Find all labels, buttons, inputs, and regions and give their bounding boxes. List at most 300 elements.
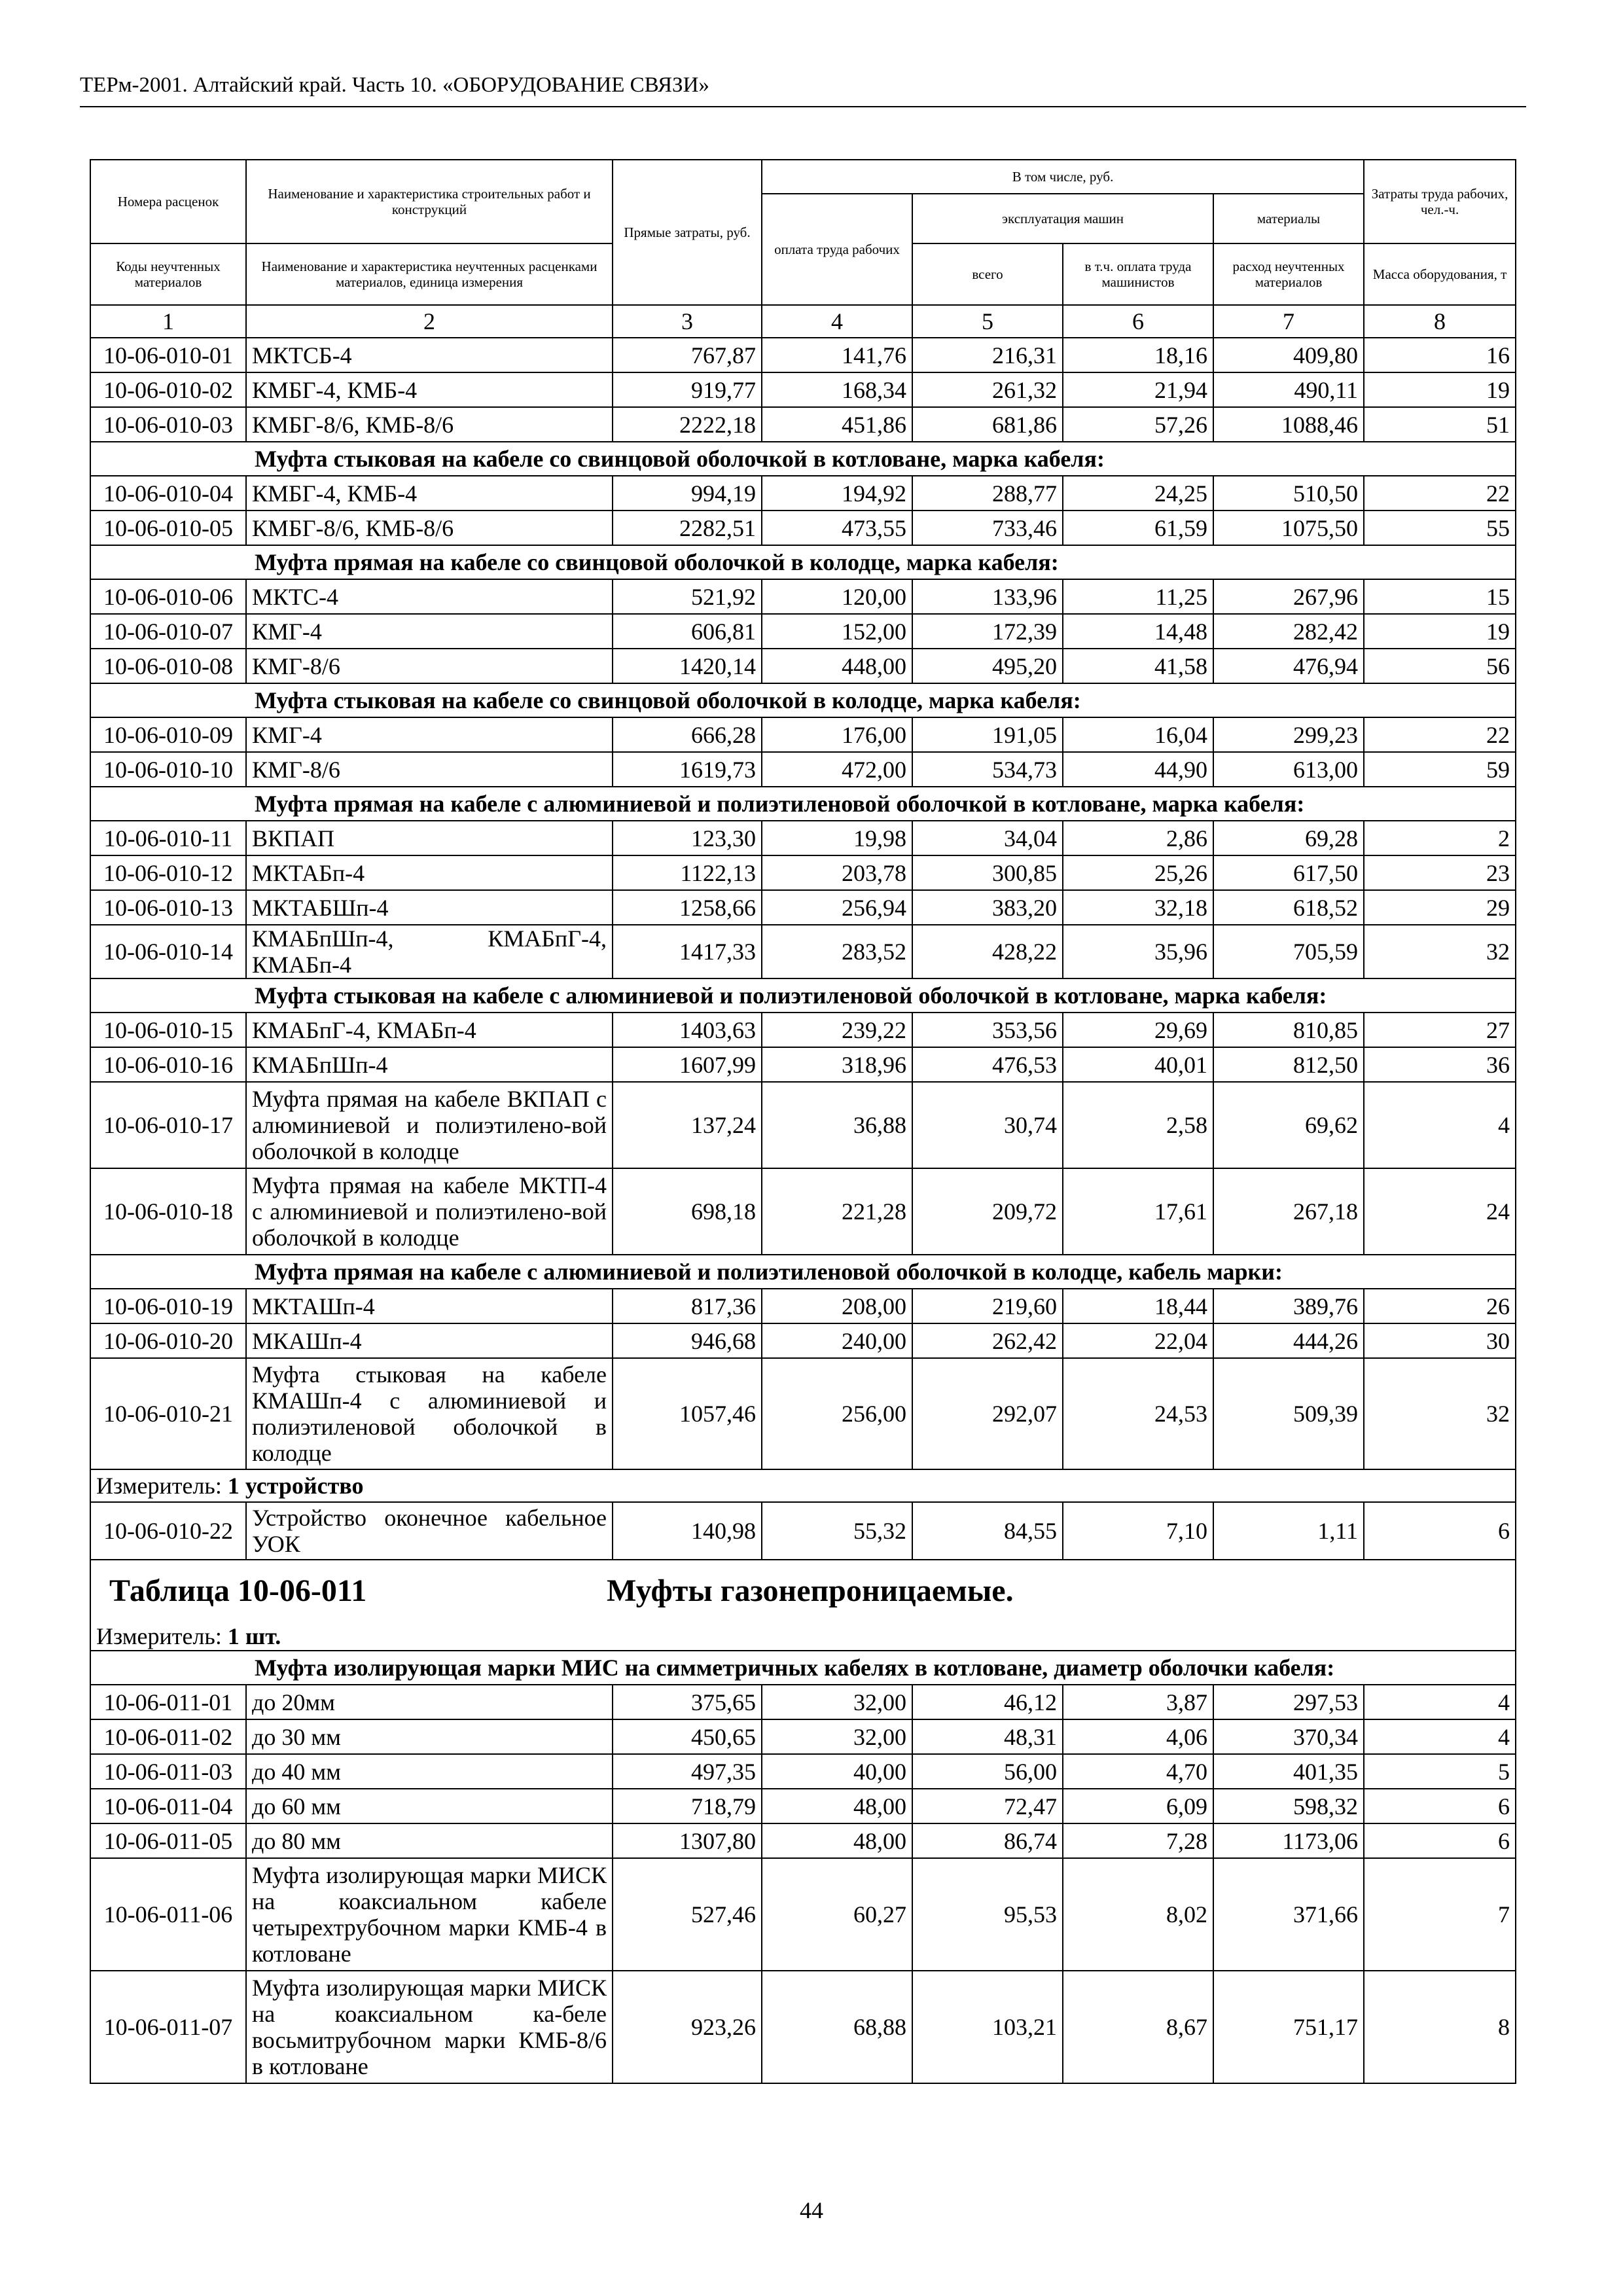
materials-cost: 282,42	[1213, 614, 1364, 649]
labor-pay: 68,88	[762, 1971, 912, 2083]
rate-name: МКТС-4	[246, 579, 613, 614]
labor-pay: 240,00	[762, 1323, 912, 1358]
head-col1-top: Номера расценок	[90, 160, 246, 243]
head-col2-bottom: Наименование и характеристика неучтенных расценками материалов, единица измерения	[246, 243, 613, 305]
rate-code: 10-06-010-18	[90, 1168, 246, 1255]
machinist-pay: 4,06	[1063, 1719, 1213, 1754]
labor-pay: 203,78	[762, 855, 912, 890]
machines-total: 300,85	[912, 855, 1063, 890]
direct-cost: 767,87	[613, 338, 762, 372]
materials-cost: 618,52	[1213, 890, 1364, 925]
labor-pay: 32,00	[762, 1685, 912, 1719]
machinist-pay: 2,58	[1063, 1082, 1213, 1168]
direct-cost: 375,65	[613, 1685, 762, 1719]
section-title: Муфта прямая на кабеле со свинцовой оболочкой в колодце, марка кабеля:	[90, 545, 1516, 579]
machines-total: 288,77	[912, 476, 1063, 511]
machines-total: 262,42	[912, 1323, 1063, 1358]
col-number: 5	[912, 305, 1063, 338]
labor-pay: 472,00	[762, 752, 912, 787]
labor-pay: 176,00	[762, 717, 912, 752]
direct-cost: 1607,99	[613, 1047, 762, 1082]
labor-hours: 56	[1364, 649, 1516, 683]
labor-hours: 2	[1364, 821, 1516, 855]
labor-hours: 30	[1364, 1323, 1516, 1358]
table-title-row	[90, 1560, 1516, 1622]
direct-cost: 521,92	[613, 579, 762, 614]
machines-total: 383,20	[912, 890, 1063, 925]
section-title: Муфта стыковая на кабеле со свинцовой оболочкой в колодце, марка кабеля:	[90, 683, 1516, 717]
section-row	[90, 978, 1516, 1013]
rate-name: КМБГ-4, КМБ-4	[246, 372, 613, 407]
materials-cost: 409,80	[1213, 338, 1364, 372]
rate-code: 10-06-010-15	[90, 1013, 246, 1047]
materials-cost: 69,28	[1213, 821, 1364, 855]
materials-cost: 705,59	[1213, 925, 1364, 978]
table-row	[90, 1047, 1516, 1082]
table-row	[90, 1858, 1516, 1971]
table-row	[90, 821, 1516, 855]
rate-name: Муфта прямая на кабеле ВКПАП с алюминиевой и полиэтилено-вой оболочкой в колодце	[246, 1082, 613, 1168]
machines-total: 476,53	[912, 1047, 1063, 1082]
machinist-pay: 44,90	[1063, 752, 1213, 787]
machines-total: 733,46	[912, 511, 1063, 545]
machinist-pay: 24,53	[1063, 1358, 1213, 1469]
machinist-pay: 4,70	[1063, 1754, 1213, 1789]
labor-pay: 36,88	[762, 1082, 912, 1168]
materials-cost: 810,85	[1213, 1013, 1364, 1047]
materials-cost: 267,18	[1213, 1168, 1364, 1255]
direct-cost: 946,68	[613, 1323, 762, 1358]
machines-total: 133,96	[912, 579, 1063, 614]
col-number: 7	[1213, 305, 1364, 338]
head-col5: всего	[912, 243, 1063, 305]
rate-code: 10-06-010-11	[90, 821, 246, 855]
table-row	[90, 1168, 1516, 1255]
machinist-pay: 61,59	[1063, 511, 1213, 545]
materials-cost: 297,53	[1213, 1685, 1364, 1719]
machines-total: 30,74	[912, 1082, 1063, 1168]
direct-cost: 123,30	[613, 821, 762, 855]
table-row	[90, 372, 1516, 407]
labor-pay: 141,76	[762, 338, 912, 372]
section-row	[90, 1651, 1516, 1685]
table-row	[90, 1789, 1516, 1823]
labor-hours: 29	[1364, 890, 1516, 925]
rate-code: 10-06-010-10	[90, 752, 246, 787]
section-title: Муфта стыковая на кабеле со свинцовой оболочкой в котловане, марка кабеля:	[90, 442, 1516, 476]
labor-hours: 7	[1364, 1858, 1516, 1971]
table-row	[90, 1719, 1516, 1754]
table-row	[90, 1323, 1516, 1358]
machines-total: 172,39	[912, 614, 1063, 649]
labor-pay: 318,96	[762, 1047, 912, 1082]
rate-name: до 30 мм	[246, 1719, 613, 1754]
direct-cost: 1057,46	[613, 1358, 762, 1469]
rate-name: КМБГ-4, КМБ-4	[246, 476, 613, 511]
head-materials: материалы	[1213, 194, 1364, 243]
labor-hours: 6	[1364, 1823, 1516, 1858]
rate-code: 10-06-010-08	[90, 649, 246, 683]
labor-pay: 221,28	[762, 1168, 912, 1255]
direct-cost: 1258,66	[613, 890, 762, 925]
table-row	[90, 752, 1516, 787]
labor-hours: 32	[1364, 925, 1516, 978]
machinist-pay: 22,04	[1063, 1323, 1213, 1358]
labor-hours: 5	[1364, 1754, 1516, 1789]
machinist-pay: 11,25	[1063, 579, 1213, 614]
col-number: 4	[762, 305, 912, 338]
table-row	[90, 890, 1516, 925]
materials-cost: 69,62	[1213, 1082, 1364, 1168]
head-col2-top: Наименование и характеристика строительных работ и конструкций	[246, 160, 613, 243]
machinist-pay: 17,61	[1063, 1168, 1213, 1255]
machines-total: 34,04	[912, 821, 1063, 855]
measure-value: 1 устройство	[227, 1473, 364, 1499]
rate-name: КМГ-4	[246, 614, 613, 649]
labor-hours: 4	[1364, 1082, 1516, 1168]
direct-cost: 527,46	[613, 1858, 762, 1971]
table-row	[90, 1082, 1516, 1168]
labor-hours: 4	[1364, 1719, 1516, 1754]
labor-hours: 55	[1364, 511, 1516, 545]
machines-total: 353,56	[912, 1013, 1063, 1047]
direct-cost: 2222,18	[613, 407, 762, 442]
machinist-pay: 7,28	[1063, 1823, 1213, 1858]
machinist-pay: 6,09	[1063, 1789, 1213, 1823]
head-col1-bottom: Коды неучтенных материалов	[90, 243, 246, 305]
rate-name: КМАБпШп-4, КМАБпГ-4, КМАБп-4	[246, 925, 613, 978]
table-caption: Муфты газонепроницаемые.	[607, 1573, 1014, 1608]
machines-total: 292,07	[912, 1358, 1063, 1469]
labor-hours: 24	[1364, 1168, 1516, 1255]
direct-cost: 2282,51	[613, 511, 762, 545]
head-labor: Затраты труда рабочих, чел.-ч.	[1364, 160, 1516, 243]
direct-cost: 1403,63	[613, 1013, 762, 1047]
materials-cost: 812,50	[1213, 1047, 1364, 1082]
materials-cost: 1075,50	[1213, 511, 1364, 545]
rate-name: Муфта изолирующая марки МИСК на коаксиальном ка-беле восьмитрубочном марки КМБ-8/6 в котловане	[246, 1971, 613, 2083]
section-row	[90, 442, 1516, 476]
machines-total: 428,22	[912, 925, 1063, 978]
machinist-pay: 18,44	[1063, 1289, 1213, 1323]
rate-code: 10-06-010-21	[90, 1358, 246, 1469]
machinist-pay: 24,25	[1063, 476, 1213, 511]
labor-hours: 27	[1364, 1013, 1516, 1047]
rate-name: до 40 мм	[246, 1754, 613, 1789]
labor-pay: 120,00	[762, 579, 912, 614]
rate-code: 10-06-011-07	[90, 1971, 246, 2083]
rate-name: Муфта изолирующая марки МИСК на коаксиальном кабеле четырехтрубочном марки КМБ-4 в котловане	[246, 1858, 613, 1971]
rate-name: Устройство оконечное кабельное УОК	[246, 1502, 613, 1560]
machines-total: 46,12	[912, 1685, 1063, 1719]
machines-total: 261,32	[912, 372, 1063, 407]
labor-pay: 168,34	[762, 372, 912, 407]
labor-hours: 16	[1364, 338, 1516, 372]
machinist-pay: 57,26	[1063, 407, 1213, 442]
rate-code: 10-06-011-05	[90, 1823, 246, 1858]
price-table	[90, 159, 1516, 2084]
machines-total: 534,73	[912, 752, 1063, 787]
rate-name: Муфта прямая на кабеле МКТП-4 с алюминиевой и полиэтилено-вой оболочкой в колодце	[246, 1168, 613, 1255]
rate-code: 10-06-010-05	[90, 511, 246, 545]
direct-cost: 1122,13	[613, 855, 762, 890]
materials-cost: 371,66	[1213, 1858, 1364, 1971]
labor-hours: 51	[1364, 407, 1516, 442]
direct-cost: 698,18	[613, 1168, 762, 1255]
table-row	[90, 1754, 1516, 1789]
head-machines: эксплуатация машин	[912, 194, 1213, 243]
machines-total: 191,05	[912, 717, 1063, 752]
table-row	[90, 1502, 1516, 1560]
machines-total: 495,20	[912, 649, 1063, 683]
labor-hours: 22	[1364, 717, 1516, 752]
table-row	[90, 1013, 1516, 1047]
labor-pay: 152,00	[762, 614, 912, 649]
table-row	[90, 925, 1516, 978]
labor-pay: 256,94	[762, 890, 912, 925]
rate-name: до 80 мм	[246, 1823, 613, 1858]
header-rule	[80, 106, 1526, 107]
section-row	[90, 1255, 1516, 1289]
machinist-pay: 18,16	[1063, 338, 1213, 372]
labor-hours: 15	[1364, 579, 1516, 614]
rate-name: МКТСБ-4	[246, 338, 613, 372]
labor-pay: 194,92	[762, 476, 912, 511]
materials-cost: 389,76	[1213, 1289, 1364, 1323]
labor-hours: 23	[1364, 855, 1516, 890]
direct-cost: 1420,14	[613, 649, 762, 683]
materials-cost: 490,11	[1213, 372, 1364, 407]
rate-name: до 60 мм	[246, 1789, 613, 1823]
rate-name: КМАБпШп-4	[246, 1047, 613, 1082]
table-title	[91, 1573, 1515, 1608]
labor-pay: 451,86	[762, 407, 912, 442]
section-row	[90, 683, 1516, 717]
table-row	[90, 1685, 1516, 1719]
measure-cell	[90, 1469, 1516, 1502]
labor-hours: 19	[1364, 614, 1516, 649]
table-row	[90, 649, 1516, 683]
materials-cost: 613,00	[1213, 752, 1364, 787]
rate-name: КМБГ-8/6, КМБ-8/6	[246, 511, 613, 545]
rate-name: КМГ-4	[246, 717, 613, 752]
machinist-pay: 32,18	[1063, 890, 1213, 925]
rate-code: 10-06-011-06	[90, 1858, 246, 1971]
labor-pay: 283,52	[762, 925, 912, 978]
rate-code: 10-06-010-22	[90, 1502, 246, 1560]
direct-cost: 137,24	[613, 1082, 762, 1168]
machinist-pay: 7,10	[1063, 1502, 1213, 1560]
table-body	[90, 338, 1516, 2083]
materials-cost: 476,94	[1213, 649, 1364, 683]
materials-cost: 510,50	[1213, 476, 1364, 511]
machines-total: 84,55	[912, 1502, 1063, 1560]
materials-cost: 598,32	[1213, 1789, 1364, 1823]
rate-code: 10-06-011-01	[90, 1685, 246, 1719]
machines-total: 681,86	[912, 407, 1063, 442]
table-row	[90, 614, 1516, 649]
section-title: Муфта изолирующая марки МИС на симметричных кабелях в котловане, диаметр оболочки кабеля:	[90, 1651, 1516, 1685]
col-number: 8	[1364, 305, 1516, 338]
rate-name: МКТАБШп-4	[246, 890, 613, 925]
direct-cost: 606,81	[613, 614, 762, 649]
head-col4: оплата труда рабочих	[762, 194, 912, 305]
labor-hours: 32	[1364, 1358, 1516, 1469]
materials-cost: 1173,06	[1213, 1823, 1364, 1858]
page-header-title: ТЕРм-2001. Алтайский край. Часть 10. «ОБОРУДОВАНИЕ СВЯЗИ»	[80, 73, 709, 97]
measure-label: Измеритель:	[96, 1623, 222, 1649]
head-col7: расход неучтенных материалов	[1213, 243, 1364, 305]
labor-pay: 208,00	[762, 1289, 912, 1323]
rate-code: 10-06-011-03	[90, 1754, 246, 1789]
machines-total: 103,21	[912, 1971, 1063, 2083]
direct-cost: 666,28	[613, 717, 762, 752]
section-title: Муфта прямая на кабеле с алюминиевой и полиэтиленовой оболочкой в колодце, кабель марки:	[90, 1255, 1516, 1289]
labor-pay: 473,55	[762, 511, 912, 545]
materials-cost: 617,50	[1213, 855, 1364, 890]
page-number: 44	[800, 2197, 823, 2223]
materials-cost: 1088,46	[1213, 407, 1364, 442]
machinist-pay: 25,26	[1063, 855, 1213, 890]
measure-value: 1 шт.	[227, 1623, 281, 1649]
rate-code: 10-06-010-19	[90, 1289, 246, 1323]
rate-code: 10-06-010-04	[90, 476, 246, 511]
labor-hours: 26	[1364, 1289, 1516, 1323]
machines-total: 56,00	[912, 1754, 1063, 1789]
direct-cost: 140,98	[613, 1502, 762, 1560]
machinist-pay: 35,96	[1063, 925, 1213, 978]
table-row	[90, 579, 1516, 614]
rate-name: КМГ-8/6	[246, 752, 613, 787]
col-number: 2	[246, 305, 613, 338]
machinist-pay: 21,94	[1063, 372, 1213, 407]
labor-hours: 6	[1364, 1789, 1516, 1823]
machinist-pay: 2,86	[1063, 821, 1213, 855]
table-row	[90, 1823, 1516, 1858]
direct-cost: 1619,73	[613, 752, 762, 787]
measure-row	[90, 1469, 1516, 1502]
table-number: Таблица 10-06-011	[109, 1573, 367, 1608]
machinist-pay: 29,69	[1063, 1013, 1213, 1047]
labor-hours: 59	[1364, 752, 1516, 787]
head-group: В том числе, руб.	[762, 160, 1364, 194]
table-row	[90, 511, 1516, 545]
labor-pay: 19,98	[762, 821, 912, 855]
head-col3: Прямые затраты, руб.	[613, 160, 762, 305]
table-row	[90, 855, 1516, 890]
table-row	[90, 476, 1516, 511]
rate-name: МКАШп-4	[246, 1323, 613, 1358]
labor-pay: 239,22	[762, 1013, 912, 1047]
labor-hours: 36	[1364, 1047, 1516, 1082]
rate-code: 10-06-010-06	[90, 579, 246, 614]
rate-name: ВКПАП	[246, 821, 613, 855]
table-row	[90, 338, 1516, 372]
machinist-pay: 16,04	[1063, 717, 1213, 752]
table-row	[90, 1971, 1516, 2083]
machinist-pay: 14,48	[1063, 614, 1213, 649]
labor-pay: 48,00	[762, 1823, 912, 1858]
direct-cost: 817,36	[613, 1289, 762, 1323]
table-row	[90, 1289, 1516, 1323]
rate-code: 10-06-010-20	[90, 1323, 246, 1358]
rate-code: 10-06-010-17	[90, 1082, 246, 1168]
rate-name: МКТАШп-4	[246, 1289, 613, 1323]
direct-cost: 450,65	[613, 1719, 762, 1754]
materials-cost: 370,34	[1213, 1719, 1364, 1754]
table-row	[90, 717, 1516, 752]
labor-hours: 6	[1364, 1502, 1516, 1560]
table-title-cell	[90, 1560, 1516, 1622]
machinist-pay: 41,58	[1063, 649, 1213, 683]
rate-name: КМГ-8/6	[246, 649, 613, 683]
labor-pay: 55,32	[762, 1502, 912, 1560]
col-number: 3	[613, 305, 762, 338]
rate-code: 10-06-010-16	[90, 1047, 246, 1082]
direct-cost: 919,77	[613, 372, 762, 407]
section-row	[90, 787, 1516, 821]
rate-code: 10-06-010-02	[90, 372, 246, 407]
head-col6: в т.ч. оплата труда машинистов	[1063, 243, 1213, 305]
direct-cost: 497,35	[613, 1754, 762, 1789]
rate-code: 10-06-011-02	[90, 1719, 246, 1754]
rate-name: КМБГ-8/6, КМБ-8/6	[246, 407, 613, 442]
direct-cost: 1417,33	[613, 925, 762, 978]
machinist-pay: 40,01	[1063, 1047, 1213, 1082]
rate-name: Муфта стыковая на кабеле КМАШп-4 с алюминиевой и полиэтиленовой оболочкой в колодце	[246, 1358, 613, 1469]
col-number: 1	[90, 305, 246, 338]
labor-pay: 40,00	[762, 1754, 912, 1789]
rate-code: 10-06-010-03	[90, 407, 246, 442]
materials-cost: 401,35	[1213, 1754, 1364, 1789]
machines-total: 216,31	[912, 338, 1063, 372]
rate-code: 10-06-010-01	[90, 338, 246, 372]
materials-cost: 751,17	[1213, 1971, 1364, 2083]
labor-pay: 48,00	[762, 1789, 912, 1823]
machines-total: 48,31	[912, 1719, 1063, 1754]
rate-code: 10-06-010-09	[90, 717, 246, 752]
col-number: 6	[1063, 305, 1213, 338]
measure-label: Измеритель:	[96, 1473, 222, 1499]
rate-code: 10-06-010-13	[90, 890, 246, 925]
head-col8: Масса оборудования, т	[1364, 243, 1516, 305]
direct-cost: 1307,80	[613, 1823, 762, 1858]
table-row	[90, 407, 1516, 442]
section-row	[90, 545, 1516, 579]
measure-row	[90, 1622, 1516, 1651]
labor-hours: 19	[1364, 372, 1516, 407]
labor-hours: 8	[1364, 1971, 1516, 2083]
rate-code: 10-06-010-14	[90, 925, 246, 978]
machines-total: 95,53	[912, 1858, 1063, 1971]
direct-cost: 994,19	[613, 476, 762, 511]
rate-name: КМАБпГ-4, КМАБп-4	[246, 1013, 613, 1047]
machinist-pay: 3,87	[1063, 1685, 1213, 1719]
rate-code: 10-06-011-04	[90, 1789, 246, 1823]
rate-code: 10-06-010-07	[90, 614, 246, 649]
machinist-pay: 8,02	[1063, 1858, 1213, 1971]
machines-total: 86,74	[912, 1823, 1063, 1858]
table-row	[90, 1358, 1516, 1469]
rate-code: 10-06-010-12	[90, 855, 246, 890]
machines-total: 219,60	[912, 1289, 1063, 1323]
machines-total: 72,47	[912, 1789, 1063, 1823]
labor-pay: 32,00	[762, 1719, 912, 1754]
labor-hours: 4	[1364, 1685, 1516, 1719]
direct-cost: 718,79	[613, 1789, 762, 1823]
labor-hours: 22	[1364, 476, 1516, 511]
machinist-pay: 8,67	[1063, 1971, 1213, 2083]
